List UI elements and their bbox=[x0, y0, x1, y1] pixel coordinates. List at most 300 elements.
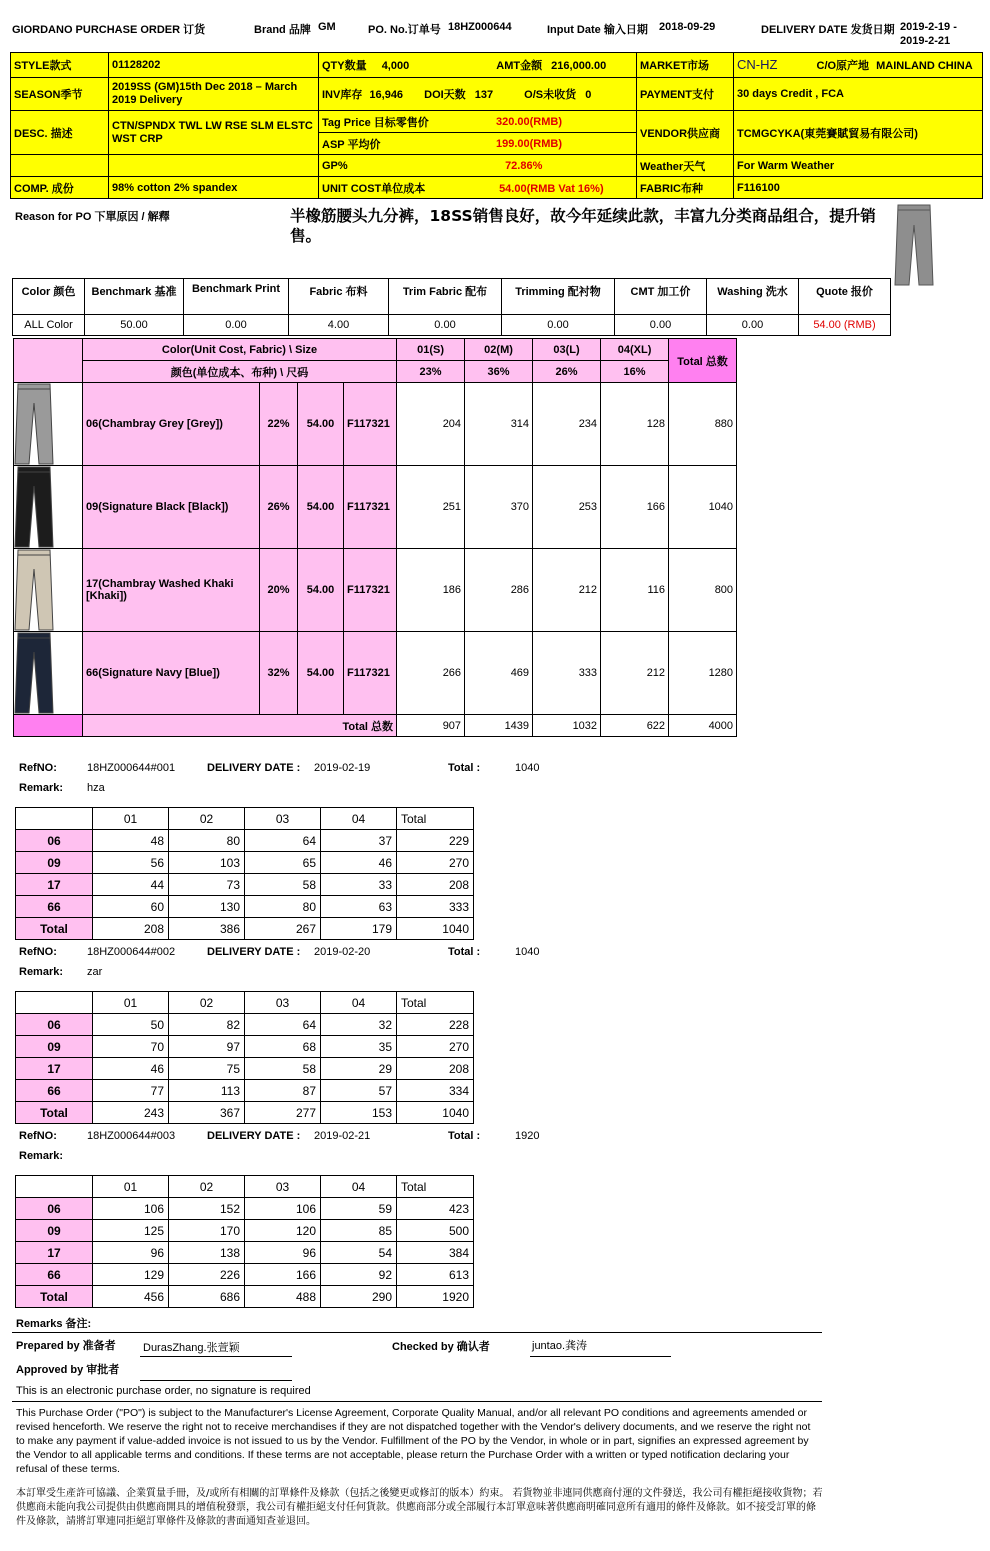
ref-label: RefNO: bbox=[19, 1130, 57, 1142]
delivery-qty: 37 bbox=[321, 830, 397, 852]
ref-label: RefNO: bbox=[19, 946, 57, 958]
color-name: 66(Signature Navy [Blue]) bbox=[83, 632, 260, 715]
delivery-color-code: 17 bbox=[16, 1242, 93, 1264]
gp-value: 72.86% bbox=[505, 159, 543, 172]
delivery-row bbox=[16, 918, 474, 940]
delivery-qty: 367 bbox=[169, 1102, 245, 1124]
cost-benchmark-print: 0.00 bbox=[184, 315, 289, 336]
delivery-qty: 106 bbox=[93, 1198, 169, 1220]
color-row bbox=[14, 549, 737, 632]
checked-label: Checked by 确认者 bbox=[392, 1341, 490, 1353]
delivery-row bbox=[16, 1220, 474, 1242]
delivery-date-end: 2019-2-21 bbox=[900, 35, 951, 47]
electronic-note: This is an electronic purchase order, no signature is required bbox=[16, 1385, 311, 1397]
delivery-qty: 75 bbox=[169, 1058, 245, 1080]
document-title: GIORDANO PURCHASE ORDER 订货 bbox=[12, 24, 206, 36]
delivery-qty: 82 bbox=[169, 1014, 245, 1036]
color-row bbox=[14, 383, 737, 466]
color-fabric: F117321 bbox=[344, 549, 397, 632]
color-swatch-cell bbox=[14, 632, 83, 715]
delivery-qty: 80 bbox=[245, 896, 321, 918]
size-qty: 128 bbox=[601, 383, 669, 466]
color-swatch-cell bbox=[14, 383, 83, 466]
delivery-row bbox=[16, 1036, 474, 1058]
remark-label: Remark: bbox=[19, 1150, 64, 1162]
desc-value: CTN/SPNDX TWL LW RSE SLM ELSTC WST CRP bbox=[109, 111, 319, 155]
color-total: 880 bbox=[669, 383, 737, 466]
qty-label: QTY数量 bbox=[322, 60, 367, 72]
total-row-blank bbox=[14, 715, 83, 737]
color-fabric: F117321 bbox=[344, 632, 397, 715]
size-qty: 314 bbox=[465, 383, 533, 466]
delivery-date: 2019-02-19 bbox=[314, 762, 371, 774]
delivery-qty: 97 bbox=[169, 1036, 245, 1058]
checked-by: juntao.龚涛 bbox=[532, 1340, 588, 1352]
size-sum: 1439 bbox=[465, 715, 533, 737]
delivery-row bbox=[16, 1080, 474, 1102]
delivery-row bbox=[16, 1058, 474, 1080]
color-ratio: 20% bbox=[260, 549, 298, 632]
delivery-qty: 334 bbox=[397, 1080, 474, 1102]
size-qty: 333 bbox=[533, 632, 601, 715]
delivery-col-header: 01 bbox=[93, 992, 169, 1014]
comp-label: COMP. 成份 bbox=[11, 177, 109, 199]
delivery-qty: 228 bbox=[397, 1014, 474, 1036]
delivery-qty: 270 bbox=[397, 1036, 474, 1058]
delivery-qty: 57 bbox=[321, 1080, 397, 1102]
size-qty: 253 bbox=[533, 466, 601, 549]
delivery-qty: 58 bbox=[245, 1058, 321, 1080]
amt-value: 216,000.00 bbox=[551, 60, 607, 72]
qty-value: 4,000 bbox=[381, 60, 410, 72]
delivery-qty: 1040 bbox=[397, 1102, 474, 1124]
delivery-qty: 1920 bbox=[397, 1286, 474, 1308]
delivery-color-code: 17 bbox=[16, 1058, 93, 1080]
delivery-col-header: Total bbox=[397, 1176, 474, 1198]
delivery-qty: 290 bbox=[321, 1286, 397, 1308]
os-label: O/S未收货 bbox=[524, 89, 577, 101]
cost-header-trim-fabric: Trim Fabric 配布 bbox=[389, 279, 502, 315]
color-size-header: Color(Unit Cost, Fabric) \ Size bbox=[83, 339, 397, 361]
color-unit-cost: 54.00 bbox=[298, 549, 344, 632]
delivery-color-code: 66 bbox=[16, 1264, 93, 1286]
delivery-qty: 270 bbox=[397, 852, 474, 874]
delivery-row bbox=[16, 1102, 474, 1124]
delivery-row bbox=[16, 1014, 474, 1036]
delivery-date-label: DELIVERY DATE : bbox=[207, 1130, 301, 1142]
color-row bbox=[14, 466, 737, 549]
color-name: 17(Chambray Washed Khaki [Khaki]) bbox=[83, 549, 260, 632]
order-info-grid bbox=[10, 52, 983, 199]
inv-label: INV库存 bbox=[322, 89, 363, 101]
size-header: 02(M) bbox=[465, 339, 533, 361]
weather-label: Weather天气 bbox=[637, 155, 734, 177]
delivery-qty: 87 bbox=[245, 1080, 321, 1102]
color-fabric: F117321 bbox=[344, 466, 397, 549]
delivery-col-header: Total bbox=[397, 992, 474, 1014]
size-ratio: 23% bbox=[397, 361, 465, 383]
delivery-row bbox=[16, 1286, 474, 1308]
color-ratio: 22% bbox=[260, 383, 298, 466]
color-total: 800 bbox=[669, 549, 737, 632]
remark-label: Remark: bbox=[19, 966, 64, 978]
delivery-qty-table bbox=[15, 1175, 474, 1308]
delivery-col-header: 03 bbox=[245, 808, 321, 830]
cost-washing: 0.00 bbox=[707, 315, 799, 336]
delivery-col-header: 04 bbox=[321, 1176, 397, 1198]
color-swatch-cell bbox=[14, 466, 83, 549]
delivery-row bbox=[16, 1198, 474, 1220]
size-qty: 166 bbox=[601, 466, 669, 549]
delivery-qty: 138 bbox=[169, 1242, 245, 1264]
color-swatch-cell bbox=[14, 549, 83, 632]
delivery-color-code: 66 bbox=[16, 1080, 93, 1102]
delivery-qty: 103 bbox=[169, 852, 245, 874]
delivery-qty: 226 bbox=[169, 1264, 245, 1286]
size-ratio: 26% bbox=[533, 361, 601, 383]
inv-value: 16,946 bbox=[369, 89, 404, 101]
delivery-col-header bbox=[16, 808, 93, 830]
delivery-col-header: 02 bbox=[169, 1176, 245, 1198]
size-ratio: 36% bbox=[465, 361, 533, 383]
color-size-header-cn: 颜色(单位成本、布种) \ 尺码 bbox=[83, 361, 397, 383]
delivery-total: 1920 bbox=[515, 1130, 540, 1142]
prepared-by: DurasZhang.张萱颖 bbox=[143, 1342, 240, 1354]
cost-cmt: 0.00 bbox=[615, 315, 707, 336]
size-qty: 370 bbox=[465, 466, 533, 549]
cost-header-fabric: Fabric 布料 bbox=[289, 279, 389, 315]
size-header: 03(L) bbox=[533, 339, 601, 361]
remark-label: Remark: bbox=[19, 782, 64, 794]
delivery-total-label: Total : bbox=[448, 762, 481, 774]
delivery-qty: 125 bbox=[93, 1220, 169, 1242]
delivery-qty: 386 bbox=[169, 918, 245, 940]
size-sum: 622 bbox=[601, 715, 669, 737]
size-qty: 234 bbox=[533, 383, 601, 466]
delivery-col-header: 01 bbox=[93, 1176, 169, 1198]
fabric-label: FABRIC布种 bbox=[637, 177, 734, 199]
delivery-qty: 686 bbox=[169, 1286, 245, 1308]
delivery-qty: 73 bbox=[169, 874, 245, 896]
origin-label: C/O原产地 bbox=[816, 60, 870, 72]
delivery-qty: 60 bbox=[93, 896, 169, 918]
market-origin-cell bbox=[734, 53, 983, 78]
color-ratio: 26% bbox=[260, 466, 298, 549]
delivery-qty: 1040 bbox=[397, 918, 474, 940]
cost-header-benchmark-print: Benchmark Print bbox=[184, 279, 289, 315]
delivery-col-header: 02 bbox=[169, 808, 245, 830]
cost-color: ALL Color bbox=[13, 315, 85, 336]
tag-price-value: 320.00(RMB) bbox=[496, 115, 563, 128]
po-header bbox=[0, 0, 990, 52]
cost-benchmark: 50.00 bbox=[85, 315, 184, 336]
delivery-row bbox=[16, 896, 474, 918]
unit-cost-label: UNIT COST单位成本 bbox=[322, 182, 426, 195]
delivery-date-label: DELIVERY DATE 发货日期 bbox=[761, 24, 895, 36]
delivery-date: 2019-02-21 bbox=[314, 1130, 371, 1142]
delivery-qty: 58 bbox=[245, 874, 321, 896]
asp-value: 199.00(RMB) bbox=[496, 137, 563, 150]
input-date-label: Input Date 输入日期 bbox=[547, 24, 648, 36]
delivery-col-header: 03 bbox=[245, 992, 321, 1014]
brand-value: GM bbox=[318, 21, 336, 33]
delivery-qty: 64 bbox=[245, 830, 321, 852]
delivery-qty: 44 bbox=[93, 874, 169, 896]
delivery-qty: 152 bbox=[169, 1198, 245, 1220]
delivery-qty: 65 bbox=[245, 852, 321, 874]
weather-value: For Warm Weather bbox=[734, 155, 983, 177]
delivery-qty: 456 bbox=[93, 1286, 169, 1308]
delivery-qty: 48 bbox=[93, 830, 169, 852]
cost-quote: 54.00 (RMB) bbox=[799, 315, 891, 336]
qty-amt-cell bbox=[319, 53, 637, 78]
delivery-qty: 208 bbox=[93, 918, 169, 940]
cost-header-quote: Quote 报价 bbox=[799, 279, 891, 315]
delivery-qty: 208 bbox=[397, 874, 474, 896]
gp-label: GP% bbox=[322, 159, 348, 172]
delivery-qty: 46 bbox=[321, 852, 397, 874]
delivery-date-label: DELIVERY DATE : bbox=[207, 946, 301, 958]
delivery-qty: 96 bbox=[245, 1242, 321, 1264]
cost-fabric: 4.00 bbox=[289, 315, 389, 336]
delivery-qty: 46 bbox=[93, 1058, 169, 1080]
delivery-row bbox=[16, 1264, 474, 1286]
delivery-col-header bbox=[16, 992, 93, 1014]
delivery-qty: 129 bbox=[93, 1264, 169, 1286]
size-sum: 1032 bbox=[533, 715, 601, 737]
size-qty: 469 bbox=[465, 632, 533, 715]
delivery-qty: 113 bbox=[169, 1080, 245, 1102]
season-value: 2019SS (GM)15th Dec 2018 – March 2019 Delivery bbox=[109, 78, 319, 111]
terms-chinese: 本訂單受生產許可協議、企業質量手冊，及/或所有相關的訂單條件及條款（包括之後變更或修訂的版本）約束。 若貨物並非連同供應商付運的文件發送，我公司有權拒絕接收貨物；若供應商未能向我公司提供由供應商開具的增值稅發票，我公司有權拒絕支付任何貨款。供應商部分或全部履行本訂單意味著供應商明確同意所有適用的條件及條款。如不接受訂單的條件及條款，請將訂單連同拒絕訂單條件及條款的書面通知查並退回。 bbox=[16, 1488, 823, 1527]
delivery-qty: 277 bbox=[245, 1102, 321, 1124]
delivery-qty: 64 bbox=[245, 1014, 321, 1036]
desc-label: DESC. 描述 bbox=[11, 111, 109, 155]
input-date: 2018-09-29 bbox=[659, 21, 716, 33]
size-qty: 212 bbox=[533, 549, 601, 632]
color-unit-cost: 54.00 bbox=[298, 632, 344, 715]
trousers-icon bbox=[14, 549, 54, 631]
delivery-date-start: 2019-2-19 - bbox=[900, 21, 957, 33]
size-header: 01(S) bbox=[397, 339, 465, 361]
delivery-qty: 333 bbox=[397, 896, 474, 918]
cost-header-washing: Washing 洗水 bbox=[707, 279, 799, 315]
cost-header-benchmark: Benchmark 基准 bbox=[85, 279, 184, 315]
brand-label: Brand 品牌 bbox=[254, 24, 311, 36]
unit-cost-cell bbox=[319, 177, 637, 199]
delivery-row bbox=[16, 1242, 474, 1264]
ref-number: 18HZ000644#002 bbox=[87, 946, 176, 958]
delivery-qty: 179 bbox=[321, 918, 397, 940]
ref-number: 18HZ000644#003 bbox=[87, 1130, 176, 1142]
delivery-qty: 384 bbox=[397, 1242, 474, 1264]
delivery-qty: 96 bbox=[93, 1242, 169, 1264]
total-header: Total 总数 bbox=[669, 339, 737, 383]
delivery-qty-table bbox=[15, 991, 474, 1124]
color-size-table bbox=[13, 338, 737, 737]
delivery-qty: 500 bbox=[397, 1220, 474, 1242]
delivery-color-code: 06 bbox=[16, 830, 93, 852]
delivery-qty: 54 bbox=[321, 1242, 397, 1264]
delivery-color-code: 17 bbox=[16, 874, 93, 896]
delivery-qty: 33 bbox=[321, 874, 397, 896]
grand-total: 4000 bbox=[669, 715, 737, 737]
po-number-label: PO. No.订单号 bbox=[368, 24, 441, 36]
reason-label: Reason for PO 下單原因 / 解釋 bbox=[15, 211, 170, 223]
delivery-qty: 170 bbox=[169, 1220, 245, 1242]
delivery-total: 1040 bbox=[515, 762, 540, 774]
terms-english: This Purchase Order ("PO") is subject to the Manufacturer's License Agreement, Corporate Quality Manual, and/or all relevant PO conditions and agreements amended or revised henceforth. We reserve the right not to receive merchandises if they are not dispatched together with the Vendor's delivery documents, and we reserve the right not to make any payment if value-added invoice is not issued to us by the Vendor. Fulfillment of the PO by the Vendor, in whole or in part, signifies an expressed agreement by the Vendor to all applicable terms and conditions. If these terms are not acceptable, please return the Purchase Order with a written or typed notification declaring your refusal of these terms. bbox=[16, 1407, 811, 1475]
payment-value: 30 days Credit , FCA bbox=[734, 78, 983, 111]
delivery-color-code: 09 bbox=[16, 852, 93, 874]
delivery-color-code: 06 bbox=[16, 1014, 93, 1036]
ref-label: RefNO: bbox=[19, 762, 57, 774]
cost-trim-fabric: 0.00 bbox=[389, 315, 502, 336]
delivery-col-header: 04 bbox=[321, 992, 397, 1014]
delivery-qty: 120 bbox=[245, 1220, 321, 1242]
color-unit-cost: 54.00 bbox=[298, 466, 344, 549]
delivery-qty: 423 bbox=[397, 1198, 474, 1220]
delivery-color-code: 66 bbox=[16, 896, 93, 918]
ref-number: 18HZ000644#001 bbox=[87, 762, 176, 774]
cost-header-color: Color 颜色 bbox=[13, 279, 85, 315]
delivery-date-label: DELIVERY DATE : bbox=[207, 762, 301, 774]
trousers-icon bbox=[14, 632, 54, 714]
vendor-label: VENDOR供应商 bbox=[637, 111, 734, 155]
size-qty: 186 bbox=[397, 549, 465, 632]
size-qty: 251 bbox=[397, 466, 465, 549]
delivery-qty: 166 bbox=[245, 1264, 321, 1286]
doi-label: DOI天数 bbox=[424, 89, 466, 101]
delivery-row bbox=[16, 874, 474, 896]
payment-label: PAYMENT支付 bbox=[637, 78, 734, 111]
cost-header-cmt: CMT 加工价 bbox=[615, 279, 707, 315]
trousers-icon bbox=[893, 203, 935, 287]
style-value: 01128202 bbox=[109, 53, 319, 78]
remark-value: zar bbox=[87, 966, 103, 978]
color-ratio: 32% bbox=[260, 632, 298, 715]
delivery-col-header: 04 bbox=[321, 808, 397, 830]
delivery-qty: 208 bbox=[397, 1058, 474, 1080]
delivery-qty: 80 bbox=[169, 830, 245, 852]
delivery-qty: 56 bbox=[93, 852, 169, 874]
delivery-color-code: Total bbox=[16, 1102, 93, 1124]
delivery-qty: 229 bbox=[397, 830, 474, 852]
unit-cost-value: 54.00(RMB Vat 16%) bbox=[499, 182, 604, 195]
product-image bbox=[893, 203, 935, 287]
delivery-total-label: Total : bbox=[448, 946, 481, 958]
market-label: MARKET市场 bbox=[637, 53, 734, 78]
market-value: CN-HZ bbox=[737, 57, 778, 72]
doi-value: 137 bbox=[474, 89, 494, 101]
delivery-col-header bbox=[16, 1176, 93, 1198]
delivery-col-header: Total bbox=[397, 808, 474, 830]
delivery-color-code: 09 bbox=[16, 1036, 93, 1058]
color-name: 09(Signature Black [Black]) bbox=[83, 466, 260, 549]
delivery-total-label: Total : bbox=[448, 1130, 481, 1142]
delivery-color-code: Total bbox=[16, 1286, 93, 1308]
gp-cell bbox=[319, 155, 637, 177]
size-qty: 286 bbox=[465, 549, 533, 632]
size-qty: 204 bbox=[397, 383, 465, 466]
delivery-qty: 70 bbox=[93, 1036, 169, 1058]
delivery-qty: 35 bbox=[321, 1036, 397, 1058]
vendor-value: TCMGCYKA(東莞賽賦貿易有限公司) bbox=[734, 111, 983, 155]
sum-label: Total 总数 bbox=[83, 715, 397, 737]
image-header bbox=[14, 339, 83, 383]
comp-value: 98% cotton 2% spandex bbox=[109, 177, 319, 199]
color-fabric: F117321 bbox=[344, 383, 397, 466]
delivery-col-header: 03 bbox=[245, 1176, 321, 1198]
remark-value: hza bbox=[87, 782, 105, 794]
os-value: 0 bbox=[585, 89, 592, 101]
season-label: SEASON季节 bbox=[11, 78, 109, 111]
color-total: 1040 bbox=[669, 466, 737, 549]
style-label: STYLE款式 bbox=[11, 53, 109, 78]
color-name: 06(Chambray Grey [Grey]) bbox=[83, 383, 260, 466]
delivery-qty: 59 bbox=[321, 1198, 397, 1220]
inventory-cell bbox=[319, 78, 637, 111]
cost-header-trimming: Trimming 配衬物 bbox=[502, 279, 615, 315]
delivery-qty: 85 bbox=[321, 1220, 397, 1242]
po-number: 18HZ000644 bbox=[448, 21, 512, 33]
reason-text: 半橡筋腰头九分裤，18SS销售良好，故今年延续此款，丰富九分类商品组合，提升销售。 bbox=[290, 207, 876, 245]
prepared-label: Prepared by 准备者 bbox=[16, 1340, 116, 1352]
delivery-date: 2019-02-20 bbox=[314, 946, 371, 958]
asp-label: ASP 平均价 bbox=[322, 138, 381, 151]
size-ratio: 16% bbox=[601, 361, 669, 383]
blank-cell bbox=[11, 155, 109, 177]
size-qty: 212 bbox=[601, 632, 669, 715]
delivery-qty: 243 bbox=[93, 1102, 169, 1124]
origin-value: MAINLAND CHINA bbox=[876, 60, 973, 72]
delivery-qty: 68 bbox=[245, 1036, 321, 1058]
size-qty: 116 bbox=[601, 549, 669, 632]
delivery-col-header: 02 bbox=[169, 992, 245, 1014]
delivery-qty: 613 bbox=[397, 1264, 474, 1286]
approved-label: Approved by 审批者 bbox=[16, 1364, 120, 1376]
delivery-qty: 63 bbox=[321, 896, 397, 918]
size-header: 04(XL) bbox=[601, 339, 669, 361]
tag-price-label: Tag Price 目标零售价 bbox=[322, 116, 429, 129]
color-row bbox=[14, 632, 737, 715]
trousers-icon bbox=[14, 383, 54, 465]
delivery-qty: 32 bbox=[321, 1014, 397, 1036]
fabric-value: F116100 bbox=[734, 177, 983, 199]
delivery-row bbox=[16, 830, 474, 852]
delivery-color-code: Total bbox=[16, 918, 93, 940]
delivery-qty: 267 bbox=[245, 918, 321, 940]
color-total: 1280 bbox=[669, 632, 737, 715]
color-unit-cost: 54.00 bbox=[298, 383, 344, 466]
size-sum: 907 bbox=[397, 715, 465, 737]
amt-label: AMT金额 bbox=[496, 60, 543, 72]
delivery-qty: 106 bbox=[245, 1198, 321, 1220]
delivery-qty-table bbox=[15, 807, 474, 940]
delivery-qty: 153 bbox=[321, 1102, 397, 1124]
delivery-qty: 130 bbox=[169, 896, 245, 918]
delivery-qty: 488 bbox=[245, 1286, 321, 1308]
delivery-qty: 77 bbox=[93, 1080, 169, 1102]
delivery-col-header: 01 bbox=[93, 808, 169, 830]
remarks-label: Remarks 备注: bbox=[16, 1318, 92, 1330]
delivery-qty: 92 bbox=[321, 1264, 397, 1286]
trousers-icon bbox=[14, 466, 54, 548]
delivery-color-code: 09 bbox=[16, 1220, 93, 1242]
delivery-qty: 50 bbox=[93, 1014, 169, 1036]
size-qty: 266 bbox=[397, 632, 465, 715]
delivery-qty: 29 bbox=[321, 1058, 397, 1080]
